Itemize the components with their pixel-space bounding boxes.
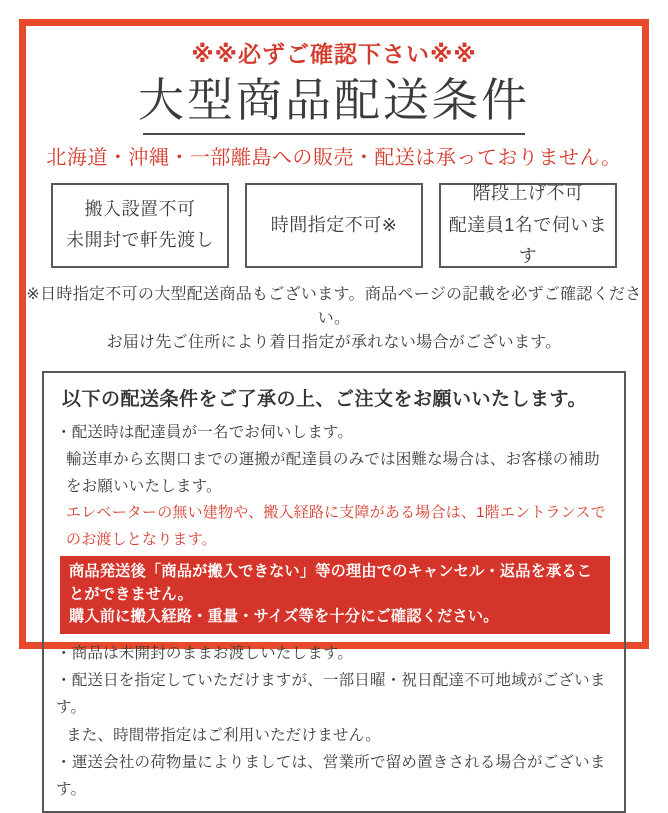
term-bullet-delivery-staff: ・配送時は配達員が一名でお伺いします。 bbox=[56, 423, 354, 441]
condition-line: 階段上げ不可 bbox=[472, 183, 584, 204]
condition-box-no-stairs bbox=[439, 183, 617, 268]
term-sub-no-time-slot: また、時間帯指定はご利用いただけません。 bbox=[66, 726, 381, 744]
page-title: 大型商品配送条件 bbox=[138, 74, 530, 127]
term-bullet-delivery-date: ・配送日を指定していただけますが、一部日曜・祝日配達不可地域がございます。 bbox=[56, 672, 606, 717]
condition-line: 配達員1名で伺います bbox=[448, 214, 608, 267]
term-bullet-unopened: ・商品は未開封のままお渡しいたします。 bbox=[56, 645, 354, 663]
condition-box-no-time-select bbox=[245, 183, 423, 268]
cancel-policy-highlight bbox=[60, 556, 610, 634]
title-underline bbox=[143, 133, 525, 135]
note-line: お届け先ご住所により着日指定が承れない場合がございます。 bbox=[106, 333, 562, 351]
highlight-line: 商品発送後「商品が搬入できない」等の理由でのキャンセル・返品を承ることができません。 bbox=[69, 562, 593, 603]
condition-line: 搬入設置不可 bbox=[84, 198, 196, 219]
condition-line: 未開封で軒先渡し bbox=[66, 230, 214, 251]
attention-heading: ※※必ずご確認下さい※※ bbox=[191, 41, 477, 67]
condition-box-carry-in bbox=[51, 183, 229, 268]
term-bullet-depot-hold: ・運送会社の荷物量によりましては、営業所で留め置きされる場合がございます。 bbox=[56, 753, 606, 798]
condition-line: 時間指定不可※ bbox=[270, 214, 398, 235]
outer-red-frame bbox=[19, 19, 649, 798]
term-sub-carry-help: 輸送車から玄関口までの運搬が配達員のみでは困難な場合は、お客様の補助をお願いいたします。 bbox=[66, 451, 600, 496]
terms-box bbox=[42, 371, 626, 813]
terms-heading: 以下の配送条件をご了承の上、ご注文をお願いいたします。 bbox=[62, 388, 587, 410]
term-sub-no-elevator: エレベーターの無い建物や、搬入経路に支障がある場合は、1階エントランスでのお渡しとなります。 bbox=[66, 504, 606, 548]
condition-boxes-row bbox=[51, 183, 617, 268]
highlight-line: 購入前に搬入経路・重量・サイズ等を十分にご確認ください。 bbox=[69, 608, 499, 626]
region-restriction-notice: 北海道・沖縄・一部離島への販売・配送は承っておりません。 bbox=[46, 146, 622, 169]
delivery-notes bbox=[26, 283, 642, 355]
note-line: ※日時指定不可の大型配送商品もございます。商品ページの記載を必ずご確認ください。 bbox=[26, 285, 642, 327]
